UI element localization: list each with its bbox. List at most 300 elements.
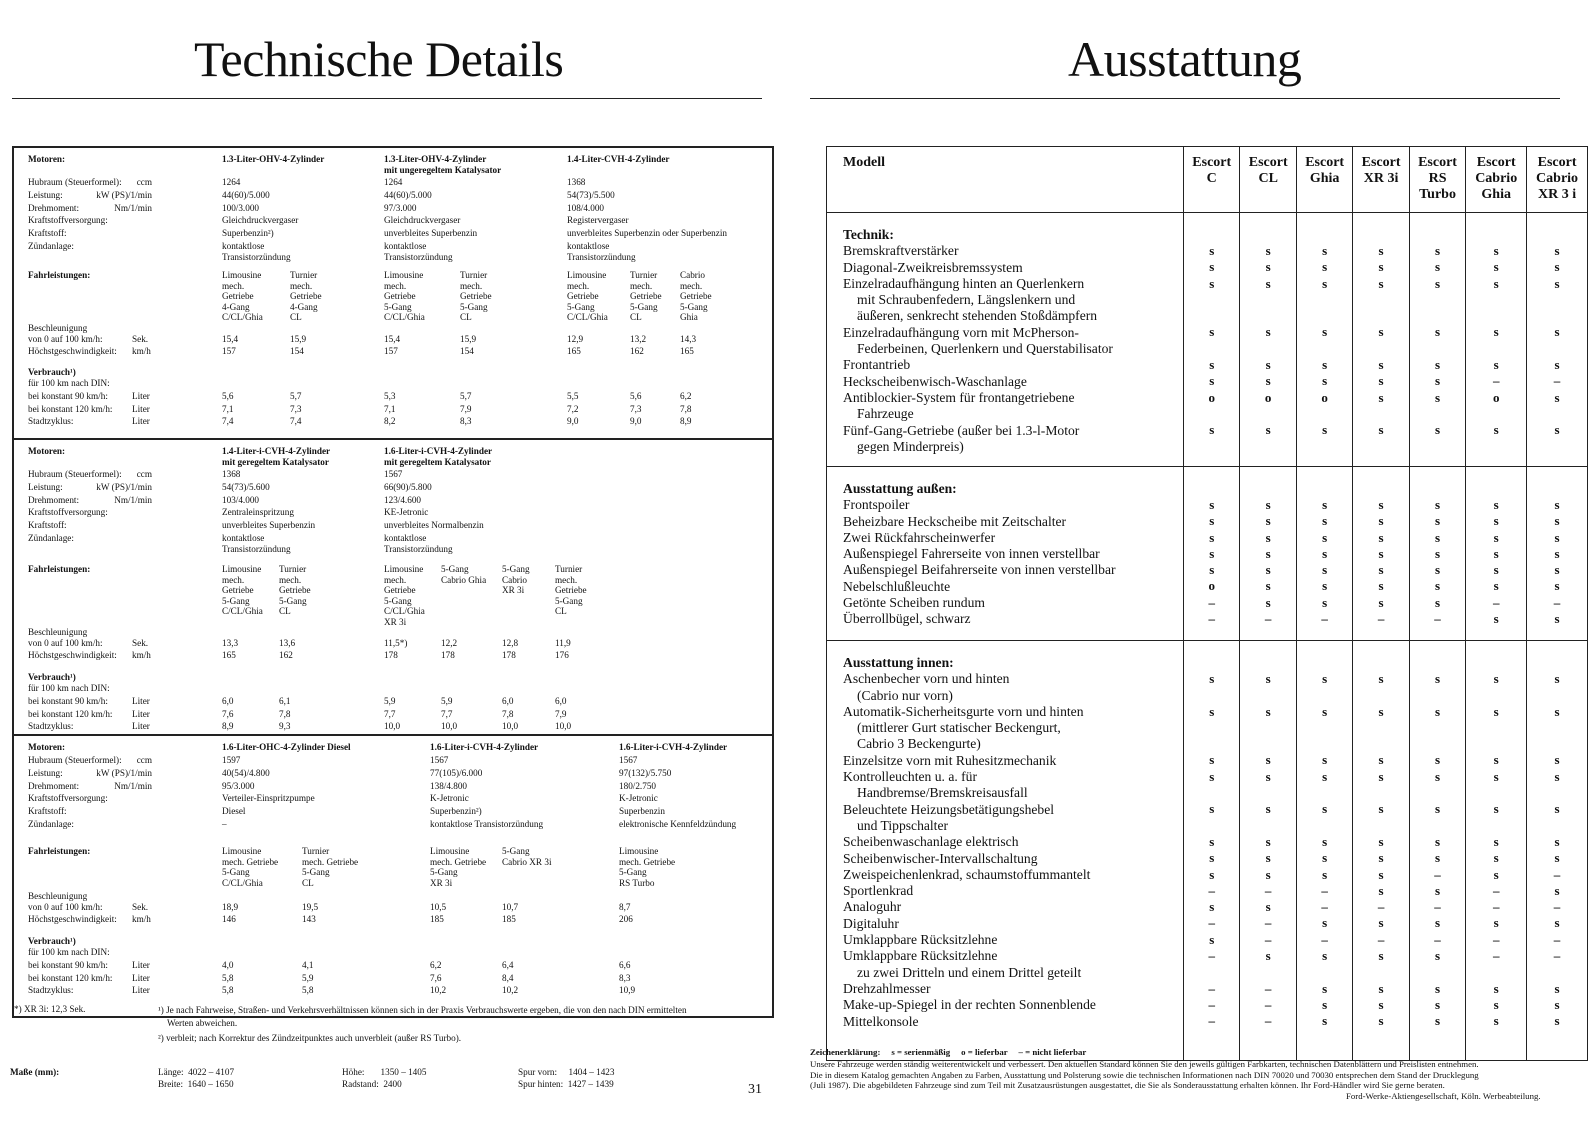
spec-value: 54(73)/5.600 xyxy=(222,481,270,492)
spacer xyxy=(1410,736,1465,752)
availability-mark: s xyxy=(1209,275,1215,291)
availability-mark: s xyxy=(1435,357,1441,373)
din-label: für 100 km nach DIN: xyxy=(28,683,110,693)
spacer xyxy=(1353,308,1408,324)
vmax-label: Höchstgeschwindigkeit: xyxy=(28,914,117,924)
availability-mark: – xyxy=(1492,594,1500,610)
accel-value: 13,2 xyxy=(630,334,647,344)
feature-label: gegen Minderpreis) xyxy=(857,438,964,454)
consumption-value: 10,2 xyxy=(430,985,447,995)
availability-mark: s xyxy=(1493,915,1499,931)
spec-label: Kraftstoff: xyxy=(28,806,67,817)
consumption-value: 7,8 xyxy=(680,403,692,414)
spacer xyxy=(1353,439,1408,455)
feature-label: mit Schraubenfedern, Längslenkern und xyxy=(857,292,1076,308)
spec-value: 1597 xyxy=(222,755,241,765)
spec-value: 1264 xyxy=(222,177,241,187)
consumption-value: 4,0 xyxy=(222,960,234,970)
consumption-value: 5,6 xyxy=(222,391,234,401)
accel-value: 15,9 xyxy=(290,334,307,344)
feature-label: und Tippschalter xyxy=(857,817,949,833)
availability-mark: s xyxy=(1209,243,1215,258)
spacer xyxy=(1410,720,1465,736)
availability-mark: s xyxy=(1554,513,1560,529)
spec-value: KE-Jetronic xyxy=(384,507,429,518)
consumption-value: 7,6 xyxy=(430,972,442,983)
consumption-value: 5,9 xyxy=(441,696,453,706)
consumption-value: 6,4 xyxy=(502,960,514,970)
accel-value: 10,5 xyxy=(430,902,447,912)
availability-mark: – xyxy=(1377,611,1385,627)
consumption-value: 5,3 xyxy=(384,391,396,401)
model-column xyxy=(1466,213,1527,467)
spacer xyxy=(1184,308,1239,324)
spec-value: 97(132)/5.750 xyxy=(619,767,672,778)
availability-mark: – xyxy=(1553,594,1561,610)
accel-label: Beschleunigung xyxy=(28,323,88,333)
spacer xyxy=(1297,736,1352,752)
accel-label-2: von 0 auf 100 km/h: xyxy=(28,902,103,912)
availability-mark: – xyxy=(1492,882,1500,898)
availability-mark: s xyxy=(1554,915,1560,931)
vmax-value: 176 xyxy=(555,650,569,660)
consumption-value: 5,7 xyxy=(460,391,472,401)
availability-mark: s xyxy=(1209,357,1215,373)
accel-value: 10,7 xyxy=(502,902,519,912)
consumption-value: 7,4 xyxy=(290,416,302,426)
spacer xyxy=(1410,406,1465,422)
spec-value: unverbleites Normalbenzin xyxy=(384,520,484,531)
availability-mark: s xyxy=(1322,866,1328,882)
availability-mark: s xyxy=(1493,866,1499,882)
spec-value: kontaktlose Transistorzündung xyxy=(430,819,544,829)
availability-mark: s xyxy=(1435,801,1441,817)
liter-unit: Liter xyxy=(132,708,150,719)
consumption-value: 8,4 xyxy=(502,972,514,983)
availability-mark: s xyxy=(1378,324,1384,340)
feature-label: Automatik-Sicherheitsgurte vorn und hinten xyxy=(843,703,1084,719)
spacer xyxy=(1527,308,1587,324)
vmax-unit: km/h xyxy=(132,346,151,356)
consumption-value: 8,9 xyxy=(680,416,692,426)
availability-mark: – xyxy=(1553,899,1561,915)
availability-mark: s xyxy=(1265,259,1271,275)
spacer xyxy=(1466,964,1526,980)
spec-value: 54(73)/5.500 xyxy=(567,189,615,200)
spec-label: Drehmoment: xyxy=(28,780,80,791)
availability-mark: – xyxy=(1434,931,1441,947)
consumption-value: 7,7 xyxy=(384,708,396,719)
spacer xyxy=(1184,964,1239,980)
spec-value: 103/4.000 xyxy=(222,494,260,505)
consumption-value: 5,8 xyxy=(302,985,314,995)
availability-mark: s xyxy=(1322,801,1328,817)
availability-mark: s xyxy=(1435,768,1441,784)
spacer xyxy=(1353,818,1408,834)
consumption-value: 10,0 xyxy=(384,721,401,731)
availability-mark: s xyxy=(1435,1013,1441,1029)
vmax-unit: km/h xyxy=(132,650,151,660)
model-column xyxy=(1240,641,1296,1061)
availability-mark: s xyxy=(1378,752,1384,768)
availability-mark: s xyxy=(1322,752,1328,768)
variant-label: 5-Gang Cabrio XR 3i xyxy=(502,846,552,867)
model-header: Escort RS Turbo xyxy=(1409,147,1465,213)
spec-value: unverbleites Superbenzin oder Superbenzin xyxy=(567,228,727,239)
spec-value: K-Jetronic xyxy=(619,793,658,804)
availability-mark: s xyxy=(1322,243,1328,258)
availability-mark: s xyxy=(1554,996,1560,1012)
accel-label-2: von 0 auf 100 km/h: xyxy=(28,334,103,344)
availability-mark: s xyxy=(1322,275,1328,291)
spacer xyxy=(1297,687,1352,703)
availability-mark: s xyxy=(1265,768,1271,784)
availability-mark: s xyxy=(1493,1013,1499,1029)
spacer xyxy=(1297,439,1352,455)
city-label: Stadtzyklus: xyxy=(28,721,74,731)
vmax-value: 157 xyxy=(222,346,236,356)
availability-mark: – xyxy=(1321,882,1328,898)
spec-label: Zündanlage: xyxy=(28,819,74,829)
vmax-value: 178 xyxy=(441,650,455,660)
availability-mark: s xyxy=(1209,850,1215,866)
availability-mark: s xyxy=(1554,850,1560,866)
spacer xyxy=(1466,341,1526,357)
accel-value: 19,5 xyxy=(302,902,319,912)
availability-mark: s xyxy=(1378,497,1384,512)
availability-mark: s xyxy=(1493,259,1499,275)
consumption-value: 9,0 xyxy=(567,416,579,426)
availability-mark: s xyxy=(1435,389,1441,405)
spacer xyxy=(1297,406,1352,422)
availability-mark: s xyxy=(1265,833,1271,849)
availability-mark: s xyxy=(1378,259,1384,275)
spec-unit: ccm xyxy=(136,755,152,765)
availability-mark: s xyxy=(1209,422,1215,438)
spec-label: Leistung: xyxy=(28,767,63,778)
consumption-value: 10,0 xyxy=(502,721,519,731)
availability-mark: s xyxy=(1378,850,1384,866)
availability-mark: s xyxy=(1493,611,1499,627)
feature-label: Überrollbügel, schwarz xyxy=(843,611,971,627)
availability-mark: s xyxy=(1554,801,1560,817)
availability-mark: s xyxy=(1435,948,1441,964)
availability-mark: s xyxy=(1209,373,1215,389)
availability-mark: s xyxy=(1378,833,1384,849)
variant-label: Turnier mech. Getriebe 5-Gang CL xyxy=(460,270,492,323)
spec-value: 1368 xyxy=(222,469,241,479)
availability-mark: – xyxy=(1208,611,1215,627)
feature-label: äußeren, senkrecht stehenden Stoßdämpfern xyxy=(857,308,1098,324)
availability-mark: s xyxy=(1265,594,1271,610)
fahrleistungen-label: Fahrleistungen: xyxy=(28,846,91,856)
availability-mark: s xyxy=(1265,497,1271,512)
variant-label: Limousine mech. Getriebe 5-Gang C/CL/Ghia XR 3i xyxy=(384,564,425,627)
availability-mark: s xyxy=(1265,801,1271,817)
spacer xyxy=(1466,292,1526,308)
spec-value: 180/2.750 xyxy=(619,780,657,791)
feature-group xyxy=(827,467,1184,641)
availability-mark: – xyxy=(1492,373,1500,389)
right-title-rule xyxy=(810,98,1560,99)
spacer xyxy=(1184,406,1239,422)
availability-mark: s xyxy=(1265,529,1271,545)
availability-mark: s xyxy=(1209,324,1215,340)
availability-mark: s xyxy=(1322,850,1328,866)
availability-mark: – xyxy=(1434,611,1441,627)
spacer xyxy=(1353,341,1408,357)
availability-mark: s xyxy=(1322,529,1328,545)
variant-label: Limousine mech. Getriebe 5-Gang RS Turbo xyxy=(619,846,676,888)
legend: Zeichenerklärung: s = serienmäßig o = lieferbar – = nicht lieferbar xyxy=(810,1047,1087,1057)
availability-mark: s xyxy=(1435,752,1441,768)
spec-unit: ccm xyxy=(136,469,152,479)
consumption-value: 7,7 xyxy=(441,708,453,719)
accel-value: 11,9 xyxy=(555,638,571,648)
availability-mark: s xyxy=(1435,243,1441,258)
liter-unit: Liter xyxy=(132,391,150,401)
spacer xyxy=(1184,687,1239,703)
spacer xyxy=(1184,292,1239,308)
c90-label: bei konstant 90 km/h: xyxy=(28,696,108,706)
spec-unit: kW (PS)/1/min xyxy=(96,767,152,778)
availability-mark: s xyxy=(1322,833,1328,849)
spacer xyxy=(1240,736,1295,752)
availability-mark: – xyxy=(1208,915,1215,931)
availability-mark: s xyxy=(1265,422,1271,438)
consumption-value: 8,9 xyxy=(222,721,234,731)
vmax-value: 185 xyxy=(430,914,444,924)
availability-mark: – xyxy=(1208,996,1215,1012)
spacer xyxy=(1353,406,1408,422)
feature-label: Einzelradaufhängung hinten an Querlenkern xyxy=(843,275,1085,291)
availability-mark: – xyxy=(1208,1013,1215,1029)
vmax-value: 162 xyxy=(630,346,644,356)
variant-label: Limousine mech. Getriebe 5-Gang C/CL/Ghia xyxy=(222,846,279,888)
model-header: Escort Cabrio XR 3 i xyxy=(1527,147,1588,213)
spec-unit: kW (PS)/1/min xyxy=(96,481,152,492)
spec-value: Diesel xyxy=(222,806,246,817)
disclaimer: Unsere Fahrzeuge werden ständig weiterentwickelt und verbessert. Den aktuellen Standard können Sie den jeweils gültigen Farbkarten, technischen Datenblättern und Preislisten entnehmen. Die in diesem Katalog gemachten Angaben zu Farben, Ausstattung und Polsterung sowie die technischen Informationen nach DIN 70020 und 70030 entsprechen dem Stand der Drucklegung (Juli 1987). Die abgebildeten Fahrzeuge sind zum Teil mit Zusatzausrüstungen ausgestattet, die Sie als Sonderausstattung erhalten können. Ihr Ford-Händler wird Sie gerne beraten. xyxy=(810,1059,1479,1090)
availability-mark: s xyxy=(1554,578,1560,594)
spacer xyxy=(1240,308,1295,324)
engine-name: 1.6-Liter-i-CVH-4-Zylinder mit geregeltem Katalysator xyxy=(384,446,493,467)
spacer xyxy=(1527,720,1587,736)
availability-mark: s xyxy=(1209,866,1215,882)
variant-label: Limousine mech. Getriebe 5-Gang C/CL/Ghia xyxy=(222,564,263,617)
availability-mark: s xyxy=(1493,980,1499,996)
spec-label: Drehmoment: xyxy=(28,202,80,213)
masse-hoehe: Höhe: 1350 – 1405 xyxy=(342,1067,427,1077)
availability-mark: – xyxy=(1264,882,1272,898)
availability-mark: s xyxy=(1493,497,1499,512)
consumption-value: 6,2 xyxy=(680,391,692,401)
model-column xyxy=(1409,467,1465,641)
group-title: Ausstattung außen: xyxy=(843,481,957,496)
availability-mark: – xyxy=(1264,931,1272,947)
feature-group xyxy=(827,213,1184,467)
c90-label: bei konstant 90 km/h: xyxy=(28,960,108,970)
feature-label: (Cabrio nur vorn) xyxy=(857,687,953,703)
spacer xyxy=(1410,818,1465,834)
availability-mark: s xyxy=(1435,996,1441,1012)
engine-name: 1.4-Liter-CVH-4-Zylinder xyxy=(567,154,670,164)
availability-mark: s xyxy=(1265,513,1271,529)
availability-mark: s xyxy=(1209,768,1215,784)
feature-label: Heckscheibenwisch-Waschanlage xyxy=(843,373,1027,389)
availability-mark: s xyxy=(1265,850,1271,866)
spec-value: 1567 xyxy=(430,755,449,765)
liter-unit: Liter xyxy=(132,985,150,995)
variant-label: Turnier mech. Getriebe 5-Gang CL xyxy=(279,564,311,617)
consumption-value: 10,0 xyxy=(555,721,572,731)
consumption-value: 6,1 xyxy=(279,696,291,706)
spacer xyxy=(1184,818,1239,834)
variant-label: Turnier mech. Getriebe 5-Gang CL xyxy=(630,270,662,323)
spec-label: Kraftstoffversorgung: xyxy=(28,215,108,226)
availability-mark: s xyxy=(1378,373,1384,389)
availability-mark: – xyxy=(1208,882,1215,898)
vmax-value: 165 xyxy=(222,650,236,660)
availability-mark: s xyxy=(1378,389,1384,405)
availability-mark: s xyxy=(1378,671,1384,686)
availability-mark: – xyxy=(1208,594,1215,610)
model-column xyxy=(1527,641,1588,1061)
availability-mark: s xyxy=(1322,513,1328,529)
availability-mark: s xyxy=(1554,671,1560,686)
availability-mark: s xyxy=(1378,422,1384,438)
availability-mark: s xyxy=(1435,882,1441,898)
availability-mark: – xyxy=(1434,866,1441,882)
availability-mark: s xyxy=(1554,768,1560,784)
availability-mark: s xyxy=(1265,545,1271,561)
spec-value: 138/4.800 xyxy=(430,780,468,791)
feature-label: Cabrio 3 Beckengurte) xyxy=(857,736,981,752)
feature-label: Fünf-Gang-Getriebe (außer bei 1.3-l-Motor xyxy=(843,422,1080,438)
feature-label: Digitaluhr xyxy=(843,915,899,931)
availability-mark: s xyxy=(1265,562,1271,578)
availability-mark: – xyxy=(1321,931,1328,947)
feature-label: zu zwei Dritteln und einem Drittel geteilt xyxy=(857,964,1082,980)
masse-breite: Breite: 1640 – 1650 xyxy=(158,1079,234,1089)
accel-value: 14,3 xyxy=(680,334,697,344)
availability-mark: s xyxy=(1322,1013,1328,1029)
spacer xyxy=(1353,687,1408,703)
availability-mark: s xyxy=(1378,703,1384,719)
spec-unit: Nm/1/min xyxy=(114,780,152,791)
model-column xyxy=(1240,213,1296,467)
availability-mark: s xyxy=(1322,422,1328,438)
accel-value: 12,8 xyxy=(502,638,519,648)
availability-mark: s xyxy=(1435,422,1441,438)
feature-label: Beheizbare Heckscheibe mit Zeitschalter xyxy=(843,513,1067,529)
consumption-value: 7,8 xyxy=(502,708,514,719)
vmax-value: 165 xyxy=(567,346,581,356)
accel-value: 12,9 xyxy=(567,334,584,344)
consumption-value: 5,6 xyxy=(630,391,642,401)
vmax-label: Höchstgeschwindigkeit: xyxy=(28,650,117,660)
availability-mark: s xyxy=(1493,243,1499,258)
availability-mark: s xyxy=(1554,833,1560,849)
feature-group xyxy=(827,641,1184,1061)
availability-mark: s xyxy=(1493,850,1499,866)
spec-value: 40(54)/4.800 xyxy=(222,767,270,778)
availability-mark: – xyxy=(1377,931,1385,947)
spec-value: 1567 xyxy=(384,469,403,479)
footnote-2: ²) verbleit; nach Korrektur des Zündzeitpunktes auch unverbleit (außer RS Turbo). xyxy=(158,1033,462,1043)
availability-mark: s xyxy=(1322,259,1328,275)
availability-mark: – xyxy=(1492,948,1500,964)
spec-value: kontaktlose Transistorzündung xyxy=(384,533,453,554)
feature-label: Umklappbare Rücksitzlehne xyxy=(843,948,998,964)
variant-label: Limousine mech. Getriebe 5-Gang C/CL/Ghia xyxy=(384,270,425,323)
spacer xyxy=(1527,785,1587,801)
availability-mark: s xyxy=(1265,324,1271,340)
availability-mark: s xyxy=(1493,801,1499,817)
spacer xyxy=(1240,439,1295,455)
availability-mark: – xyxy=(1264,915,1272,931)
consumption-value: 7,1 xyxy=(384,403,396,414)
spec-value: Registervergaser xyxy=(567,215,629,226)
masse-laenge: Länge: 4022 – 4107 xyxy=(158,1067,235,1077)
availability-mark: s xyxy=(1554,422,1560,438)
availability-mark: s xyxy=(1322,594,1328,610)
feature-label: Analoguhr xyxy=(843,899,902,915)
availability-mark: s xyxy=(1265,703,1271,719)
variant-label: Limousine mech. Getriebe 5-Gang C/CL/Ghia xyxy=(567,270,608,323)
feature-label: Einzelsitze vorn mit Ruhesitzmechanik xyxy=(843,752,1057,768)
availability-mark: s xyxy=(1378,562,1384,578)
model-column xyxy=(1296,467,1352,641)
spec-value: – xyxy=(222,819,227,829)
engine-section-2 xyxy=(14,438,772,736)
spacer xyxy=(1410,785,1465,801)
spacer xyxy=(1527,964,1587,980)
availability-mark: s xyxy=(1493,545,1499,561)
spec-value: 123/4.600 xyxy=(384,494,422,505)
spacer xyxy=(1527,736,1587,752)
consumption-value: 7,2 xyxy=(567,403,579,414)
spacer xyxy=(1297,964,1352,980)
availability-mark: s xyxy=(1554,703,1560,719)
fahrleistungen-label: Fahrleistungen: xyxy=(28,270,91,280)
spacer xyxy=(1353,292,1408,308)
consumption-value: 8,2 xyxy=(384,416,396,426)
consumption-value: 10,0 xyxy=(441,721,458,731)
availability-mark: – xyxy=(1264,980,1272,996)
spec-label: Zündanlage: xyxy=(28,241,74,251)
engine-name: 1.6-Liter-i-CVH-4-Zylinder xyxy=(430,742,539,752)
availability-mark: s xyxy=(1493,578,1499,594)
feature-label: Make-up-Spiegel in der rechten Sonnenblende xyxy=(843,997,1096,1013)
feature-label: Aschenbecher vorn und hinten xyxy=(843,671,1010,687)
availability-mark: – xyxy=(1321,611,1328,627)
feature-label: Umklappbare Rücksitzlehne xyxy=(843,932,998,948)
feature-label: Getönte Scheiben rundum xyxy=(843,595,985,611)
spacer xyxy=(1297,341,1352,357)
spacer xyxy=(1466,785,1526,801)
availability-mark: s xyxy=(1265,899,1271,915)
consumption-value: 5,7 xyxy=(290,391,302,401)
spacer xyxy=(1184,439,1239,455)
consumption-value: 7,4 xyxy=(222,416,234,426)
availability-mark: s xyxy=(1554,529,1560,545)
engine-name: 1.6-Liter-i-CVH-4-Zylinder xyxy=(619,742,728,752)
availability-mark: s xyxy=(1554,259,1560,275)
accel-value: 18,9 xyxy=(222,902,239,912)
availability-mark: s xyxy=(1493,768,1499,784)
availability-mark: s xyxy=(1435,915,1441,931)
